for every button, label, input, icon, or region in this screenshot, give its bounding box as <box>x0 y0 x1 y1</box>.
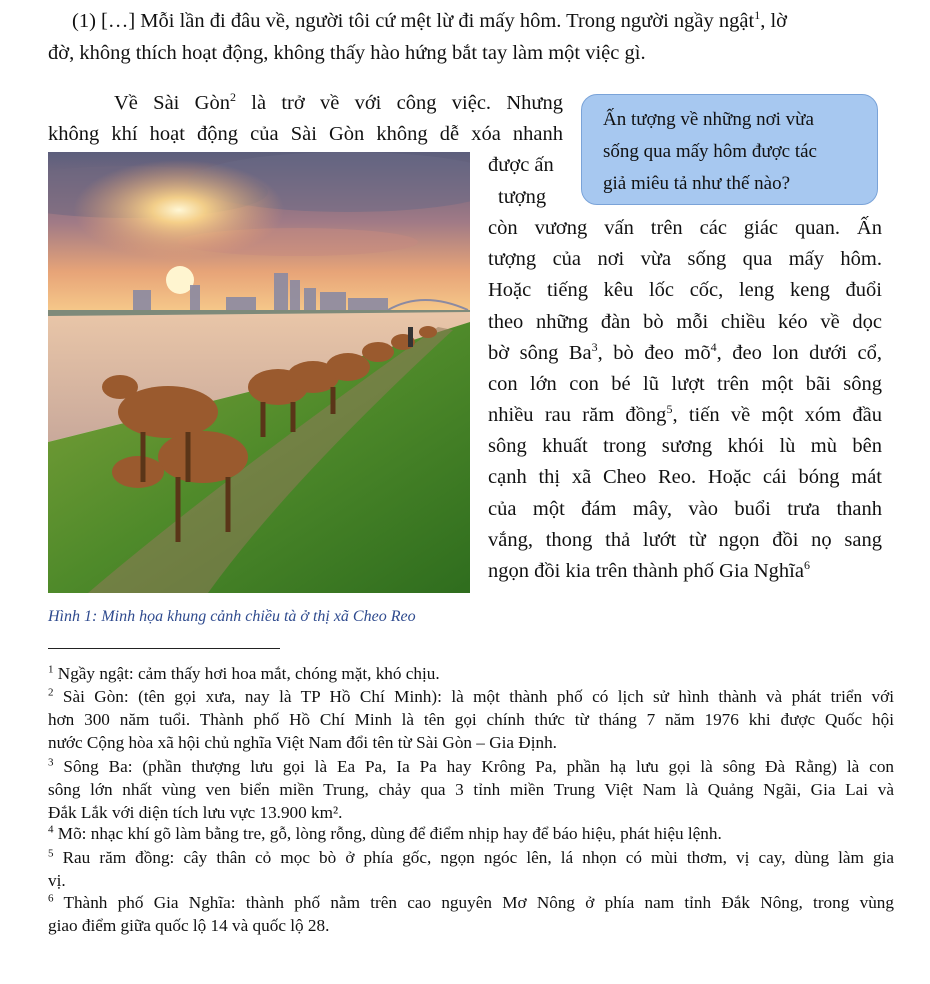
footnote-divider <box>48 648 280 649</box>
para2-line-6: tượng của nơi vừa sống qua mấy hôm. <box>488 248 882 270</box>
callout-line-2: sống qua mấy hôm được tác <box>603 141 817 162</box>
callout-line-3: giả miêu tả như thế nào? <box>603 173 791 194</box>
para2-line-15: vắng, thong thả lướt từ ngọn đồi nọ sang <box>488 529 882 551</box>
para2-line-7: Hoặc tiếng kêu lốc cốc, leng keng đuổi <box>488 279 882 301</box>
para2-line-13: cạnh thị xã Cheo Reo. Hoặc cái bóng mát <box>488 466 882 488</box>
para2-line-14: của một đám mây, vào buổi trưa thanh <box>488 498 882 520</box>
para2-line-10: con lớn con bé lũ lượt trên một bãi sông <box>488 373 882 395</box>
footnote-3: $^3$ Sông Ba: (phần thượng lưu gọi là Ea Pa, Ia Pa hay Krông Pa, phần hạ lưu gọi là sông Đà Rằng) là con sông lớn nhất vùng ven biển miền Trung, chảy qua 3 tỉnh miền Trung Việt Nam là Quảng Ngãi, Gia Lai và Đắk Lắk với diện tích lưu vực 13.900 km². <box>48 756 895 822</box>
para2-line-12: sông khuất trong sương khói lù mù bên <box>488 435 882 457</box>
footnote-6: $^6$ Thành phố Gia Nghĩa: thành phố nằm trên cao nguyên Mơ Nông ở phía nam tỉnh Đắk Nông, trong vùng giao điểm giữa quốc lộ 14 và quốc lộ 28. <box>48 892 894 935</box>
figure-caption: Hình 1: Minh họa khung cảnh chiều tà ở thị xã Cheo Reo <box>48 608 416 625</box>
para2-line-1: Về Sài Gòn$^2$ là trở về với công việc. Nhưng <box>114 90 564 114</box>
para2-line-8: theo những đàn bò mỗi chiều kéo về dọc <box>488 311 882 333</box>
intro-line-2: đờ, không thích hoạt động, không thấy hào hứng bắt tay làm một việc gì. <box>48 42 646 64</box>
question-callout <box>581 94 878 205</box>
para2-line-4: tượng <box>498 186 547 208</box>
footnote-2: $^2$ Sài Gòn: (tên gọi xưa, nay là TP Hồ Chí Minh): là một thành phố có lịch sử hình thành và phát triển với hơn 300 năm tuổi. Thành phố Hồ Chí Minh là tên gọi chính thức từ tháng 7 năm 1976 khi được Quốc hội nước Cộng hòa xã hội chủ nghĩa Việt Nam đổi tên từ Sài Gòn – Gia Định. <box>48 686 894 752</box>
intro-line-1: (1) […] Mỗi lần đi đâu về, người tôi cứ mệt lừ đi mấy hôm. Trong người ngầy ngật$^1$, lờ <box>72 8 787 32</box>
callout-line-1: Ấn tượng về những nơi vừa <box>603 109 814 130</box>
para2-line-2: không khí hoạt động của Sài Gòn không dễ xóa nhanh <box>48 123 563 145</box>
para2-line-3: được ấn <box>488 154 554 176</box>
para2-line-9: bờ sông Ba$^3$, bò đeo $mõ^4$, đeo lon dưới cổ, <box>488 340 882 364</box>
para2-line-5: còn vương vấn trên các giác quan. Ấn <box>488 217 882 239</box>
footnote-1: $^1$ Ngầy ngật: cảm thấy hơi hoa mắt, chóng mặt, khó chịu. <box>48 663 440 683</box>
footnote-4: $^4$ Mõ: nhạc khí gõ làm bằng tre, gỗ, lòng rỗng, dùng để điểm nhịp hay để báo hiệu, phát hiệu lệnh. <box>48 823 722 843</box>
footnote-5: $^5$ Rau răm đồng: cây thân cỏ mọc bò ở phía gốc, ngọn ngóc lên, lá nhọn có mùi thơm, vị cay, dùng làm gia vị. <box>48 847 894 890</box>
para2-line-11: nhiều rau răm đồng$^5$, tiến về một xóm đầu <box>488 402 882 426</box>
cattle-sunset-illustration <box>48 152 470 593</box>
para2-line-16: ngọn đồi kia trên thành phố Gia Nghĩa$^6$ <box>488 558 810 582</box>
